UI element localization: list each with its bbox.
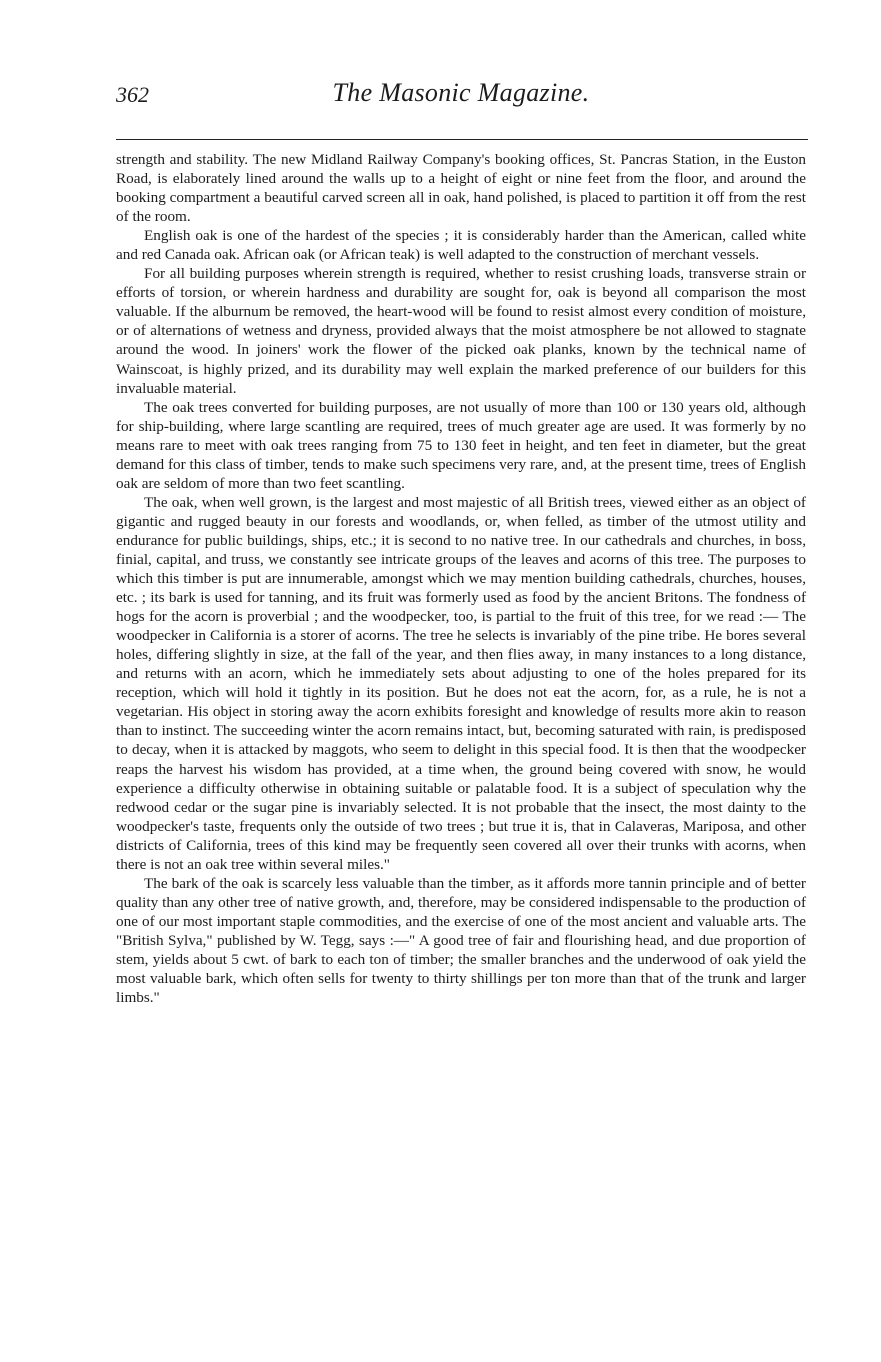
page-number: 362 <box>116 82 149 107</box>
paragraph: strength and stability. The new Midland Railway Company's booking offices, St. Pancras Station, in the Euston Road, is elaborately lined around the walls up to a height of eight or nine feet from the floor, and around the booking compartment a beautiful carved screen all in oak, hand polished, is placed to partition it off from the rest of the room. <box>116 151 806 226</box>
page-header <box>116 78 806 118</box>
article-body <box>116 150 806 1007</box>
paragraph: The oak trees converted for building purposes, are not usually of more than 100 or 130 years old, although for ship-building, where large scantling are required, trees of much greater age are used. It was formerly by no means rare to meet with oak trees ranging from 75 to 130 feet in height, and ten feet in diameter, but the great demand for this class of timber, tends to make such specimens very rare, and, at the present time, trees of English oak are seldom of more than two feet scantling. <box>116 398 806 492</box>
paragraph: English oak is one of the hardest of the species ; it is considerably harder than the American, called white and red Canada oak. African oak (or African teak) is well adapted to the construction of merchant vessels. <box>116 227 806 264</box>
running-title: The Masonic Magazine. <box>332 78 590 107</box>
header-rule <box>116 139 808 140</box>
paragraph: The oak, when well grown, is the largest and most majestic of all British trees, viewed either as an object of gigantic and rugged beauty in our forests and woodlands, or, when felled, as timber of the utmost utility and endurance for public buildings, ships, etc.; it is second to no native tree. In our cathedrals and churches, in boss, finial, capital, and truss, we constantly see intricate groups of the leaves and acorns of this tree. The purposes to which this timber is put are innumerable, amongst which we may mention building cathedrals, churches, houses, etc. ; its bark is used for tanning, and its fruit was formerly used as food by the ancient Britons. The fondness of hogs for the acorn is proverbial ; and the woodpecker, too, is partial to the fruit of this tree, for we read :— The woodpecker in California is a storer of acorns. The tree he selects is invariably of the pine tribe. He bores several holes, differing slightly in size, at the fall of the year, and then flies away, in many instances to a long distance, and returns with an acorn, which he immediately sets about adjusting to one of the holes prepared for its reception, which will hold it tightly in its position. But he does not eat the acorn, for, as a rule, he is not a vegetarian. His object in storing away the acorn exhibits foresight and knowledge of results more akin to reason than to instinct. The succeeding winter the acorn remains intact, but, becoming saturated with rain, is predisposed to decay, when it is attacked by maggots, who seem to delight in this special food. It is then that the woodpecker reaps the harvest his wisdom has provided, at a time when, the ground being covered with snow, he would experience a difficulty otherwise in obtaining suitable or palatable food. It is a subject of speculation why the redwood cedar or the sugar pine is invariably selected. It is not probable that the insect, the most dainty to the woodpecker's taste, frequents only the outside of two trees ; but true it is, that in Calaveras, Mariposa, and other districts of California, trees of this kind may be frequently seen covered all over their trunks with acorns, when there is not an oak tree within several miles." <box>116 493 806 873</box>
paragraph: The bark of the oak is scarcely less valuable than the timber, as it affords more tannin principle and of better quality than any other tree of native growth, and, therefore, may be considered indispensable to the production of one of our most important staple commodities, and the exercise of one of the most ancient and valuable arts. The "British Sylva," published by W. Tegg, says :—" A good tree of fair and flourishing head, and due proportion of stem, yields about 5 cwt. of bark to each ton of timber; the smaller branches and the underwood of oak yield the most valuable bark, which often sells for twenty to thirty shillings per ton more than that of the trunk and larger limbs." <box>116 874 806 1007</box>
paragraph: For all building purposes wherein strength is required, whether to resist crushing loads, transverse strain or efforts of torsion, or wherein hardness and durability are sought for, oak is beyond all comparison the most valuable. If the alburnum be removed, the heart-wood will be found to resist almost every condition of moisture, or of alternations of wetness and dryness, provided always that the moist atmosphere be not allowed to stagnate around the wood. In joiners' work the flower of the picked oak planks, known by the technical name of Wainscoat, is highly prized, and its durability may well explain the marked preference of our builders for this invaluable material. <box>116 265 806 397</box>
